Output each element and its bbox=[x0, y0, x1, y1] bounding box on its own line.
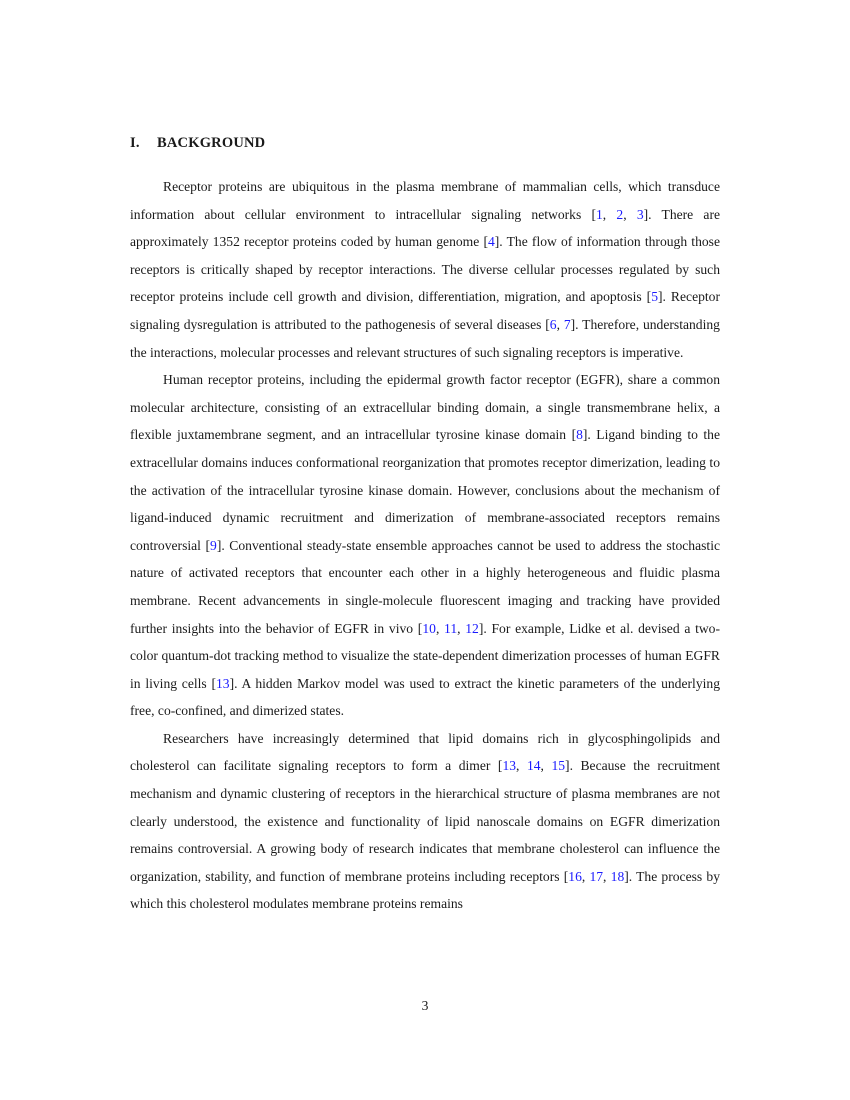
text-run: ]. Conventional steady-state ensemble approaches cannot be used to address the stochastic nature of activated receptors that encounter each other in a highly heterogeneous and fluidic plasma membrane. Recent advancements in single-molecule fluorescent imaging and tracking have provided further insights into the behavior of EGFR in vivo [ bbox=[130, 537, 721, 636]
text-run: ]. Because the recruitment mechanism and dynamic clustering of receptors in the hierarchical structure of plasma membranes are not clearly understood, the existence and functionality of lipid nanoscale domains on EGFR dimerization remains controversial. A growing body of research indicates that membrane cholesterol can influence the organization, stability, and function of membrane proteins including receptors [ bbox=[130, 758, 721, 884]
text-run: , bbox=[602, 206, 617, 222]
citation-link[interactable]: 13 bbox=[502, 758, 517, 774]
text-run: Receptor proteins are ubiquitous in the plasma membrane of mammalian cells, which transduce information about cellular environment to intracellular signaling networks [ bbox=[130, 179, 720, 222]
text-run: ]. Receptor signaling dysregulation is attributed to the pathogenesis of several diseases [ bbox=[130, 289, 720, 332]
citation-link[interactable]: 17 bbox=[589, 868, 604, 884]
text-run: ]. The process by which this cholesterol modulates membrane proteins remains bbox=[130, 868, 720, 912]
text-run: , bbox=[516, 758, 527, 774]
citation-link[interactable]: 6 bbox=[549, 316, 557, 332]
citation-link[interactable]: 7 bbox=[563, 316, 571, 332]
paragraph-receptor-overview bbox=[130, 173, 720, 366]
citation-link[interactable]: 3 bbox=[636, 206, 644, 222]
citation-link[interactable]: 9 bbox=[210, 537, 217, 553]
text-run: , bbox=[623, 206, 637, 222]
citation-link[interactable]: 11 bbox=[444, 620, 458, 636]
text-run: ]. A hidden Markov model was used to extract the kinetic parameters of the underlying free, co-confined, and dimerized states. bbox=[130, 675, 720, 719]
citation-link[interactable]: 10 bbox=[422, 620, 436, 636]
text-run: ]. The flow of information through those receptors is critically shaped by receptor interactions. The diverse cellular processes regulated by such receptor proteins include cell growth and division, differentiation, migration, and apoptosis [ bbox=[130, 234, 721, 305]
text-run: , bbox=[435, 620, 445, 636]
page-number: 3 bbox=[421, 998, 429, 1013]
citation-link[interactable]: 4 bbox=[487, 234, 495, 250]
text-run: ]. Ligand binding to the extracellular domains induces conformational reorganization that promotes receptor dimerization, leading to the activation of the intracellular tyrosine kinase domain. However, conclusions about the mechanism of ligand-induced dynamic recruitment and dimerization of membrane-associated receptors remains controversial [ bbox=[130, 427, 720, 553]
citation-link[interactable]: 12 bbox=[465, 620, 479, 636]
citation-link[interactable]: 18 bbox=[610, 868, 625, 884]
text-run: ]. For example, Lidke et al. devised a two-color quantum-dot tracking method to visualize the state-dependent dimerization processes of human EGFR in living cells [ bbox=[130, 620, 720, 691]
text-run: Human receptor proteins, including the epidermal growth factor receptor (EGFR), share a common molecular architecture, consisting of an extracellular binding domain, a single transmembrane helix, a flexible juxtamembrane segment, and an intracellular tyrosine kinase domain [ bbox=[130, 372, 720, 443]
citation-link[interactable]: 15 bbox=[551, 758, 566, 774]
body-text bbox=[130, 173, 720, 918]
citation-link[interactable]: 14 bbox=[526, 758, 541, 774]
section-number: I. bbox=[130, 135, 140, 151]
paragraph-lipid-domains bbox=[130, 725, 720, 918]
paragraph-egfr-architecture bbox=[130, 366, 720, 725]
citation-link[interactable]: 13 bbox=[215, 675, 230, 691]
citation-link[interactable]: 8 bbox=[576, 427, 583, 443]
citation-link[interactable]: 2 bbox=[616, 206, 624, 222]
text-run: , bbox=[556, 316, 564, 332]
text-run: , bbox=[603, 868, 611, 884]
text-run: , bbox=[457, 620, 466, 636]
citation-link[interactable]: 16 bbox=[568, 868, 582, 884]
section-heading bbox=[130, 135, 265, 152]
citation-link[interactable]: 5 bbox=[651, 289, 658, 305]
text-run: ]. There are approximately 1352 receptor proteins coded by human genome [ bbox=[130, 206, 721, 250]
citation-link[interactable]: 1 bbox=[595, 206, 603, 222]
text-run: Researchers have increasingly determined that lipid domains rich in glycosphingolipids and cholesterol can facilitate signaling receptors to form a dimer [ bbox=[130, 730, 720, 774]
text-run: , bbox=[540, 758, 552, 774]
section-title: BACKGROUND bbox=[157, 135, 266, 151]
text-run: ]. Therefore, understanding the interactions, molecular processes and relevant structures of such signaling receptors is imperative. bbox=[130, 316, 720, 360]
text-run: , bbox=[581, 868, 590, 884]
